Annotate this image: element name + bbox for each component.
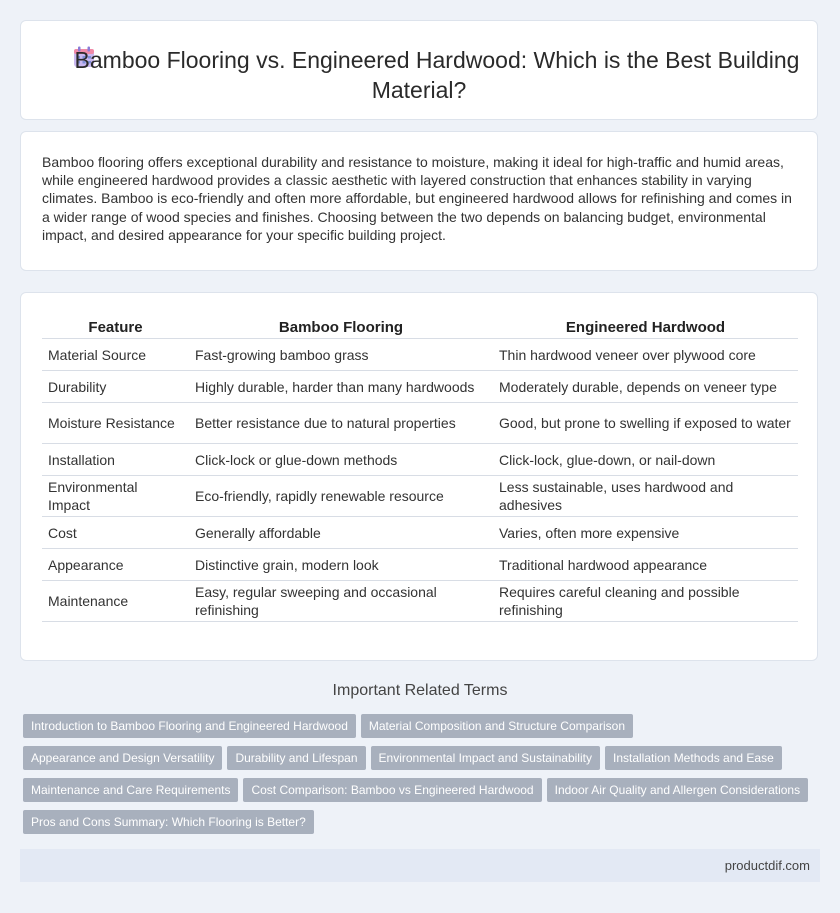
cell-bamboo: Distinctive grain, modern look xyxy=(189,549,493,581)
page-title: Bamboo Flooring vs. Engineered Hardwood: Which is the Best Building Material? xyxy=(74,47,800,103)
related-term-tag[interactable]: Cost Comparison: Bamboo vs Engineered Hardwood xyxy=(243,778,541,802)
header-engineered: Engineered Hardwood xyxy=(493,316,798,339)
cell-engineered: Varies, often more expensive xyxy=(493,517,798,549)
table-row xyxy=(42,581,798,622)
cell-bamboo: Highly durable, harder than many hardwoods xyxy=(189,371,493,403)
intro-card xyxy=(20,131,818,271)
cell-engineered: Moderately durable, depends on veneer type xyxy=(493,371,798,403)
cell-engineered: Less sustainable, uses hardwood and adhesives xyxy=(493,476,798,517)
cell-feature: Material Source xyxy=(42,339,189,371)
table-row xyxy=(42,371,798,403)
site-name[interactable]: productdif.com xyxy=(724,858,810,873)
comparison-table xyxy=(42,316,798,622)
intro-paragraph: Bamboo flooring offers exceptional durability and resistance to moisture, making it ideal for high-traffic and humid areas, while engineered hardwood provides a classic aesthetic with layered construction that enhances stability in varying climates. Bamboo is eco-friendly and often more affordable, but engineered hardwood allows for refinishing and comes in a wider range of wood species and finishes. Choosing between the two depends on balancing budget, environmental impact, and desired appearance for your specific building project. xyxy=(42,154,792,243)
cell-feature: Maintenance xyxy=(42,581,189,622)
table-header-row xyxy=(42,316,798,339)
table-row xyxy=(42,549,798,581)
related-term-tag[interactable]: Indoor Air Quality and Allergen Considerations xyxy=(547,778,808,802)
header-feature: Feature xyxy=(42,316,189,339)
related-term-tag[interactable]: Durability and Lifespan xyxy=(227,746,365,770)
related-term-tag[interactable]: Maintenance and Care Requirements xyxy=(23,778,238,802)
cell-bamboo: Better resistance due to natural properties xyxy=(189,403,493,444)
cell-feature: Moisture Resistance xyxy=(42,403,189,444)
comparison-table-card xyxy=(20,292,818,661)
cell-engineered: Click-lock, glue-down, or nail-down xyxy=(493,444,798,476)
cell-feature: Cost xyxy=(42,517,189,549)
cell-engineered: Requires careful cleaning and possible refinishing xyxy=(493,581,798,622)
cell-feature: Appearance xyxy=(42,549,189,581)
table-row xyxy=(42,403,798,444)
related-term-tag[interactable]: Installation Methods and Ease xyxy=(605,746,782,770)
cell-engineered: Thin hardwood veneer over plywood core xyxy=(493,339,798,371)
table-row xyxy=(42,444,798,476)
related-terms-list xyxy=(23,714,823,842)
cell-bamboo: Easy, regular sweeping and occasional refinishing xyxy=(189,581,493,622)
cell-feature: Environmental Impact xyxy=(42,476,189,517)
cell-bamboo: Fast-growing bamboo grass xyxy=(189,339,493,371)
header-bamboo: Bamboo Flooring xyxy=(189,316,493,339)
table-row xyxy=(42,517,798,549)
cell-engineered: Traditional hardwood appearance xyxy=(493,549,798,581)
table-row xyxy=(42,339,798,371)
cell-bamboo: Generally affordable xyxy=(189,517,493,549)
cell-engineered: Good, but prone to swelling if exposed to water xyxy=(493,403,798,444)
related-term-tag[interactable]: Material Composition and Structure Comparison xyxy=(361,714,633,738)
cell-bamboo: Eco-friendly, rapidly renewable resource xyxy=(189,476,493,517)
related-term-tag[interactable]: Environmental Impact and Sustainability xyxy=(371,746,600,770)
related-term-tag[interactable]: Introduction to Bamboo Flooring and Engineered Hardwood xyxy=(23,714,356,738)
title-card xyxy=(20,20,818,120)
related-term-tag[interactable]: Pros and Cons Summary: Which Flooring is Better? xyxy=(23,810,314,834)
cell-feature: Installation xyxy=(42,444,189,476)
related-term-tag[interactable]: Appearance and Design Versatility xyxy=(23,746,222,770)
related-terms-heading: Important Related Terms xyxy=(332,682,508,699)
cell-bamboo: Click-lock or glue-down methods xyxy=(189,444,493,476)
footer xyxy=(20,849,820,882)
table-row xyxy=(42,476,798,517)
cell-feature: Durability xyxy=(42,371,189,403)
